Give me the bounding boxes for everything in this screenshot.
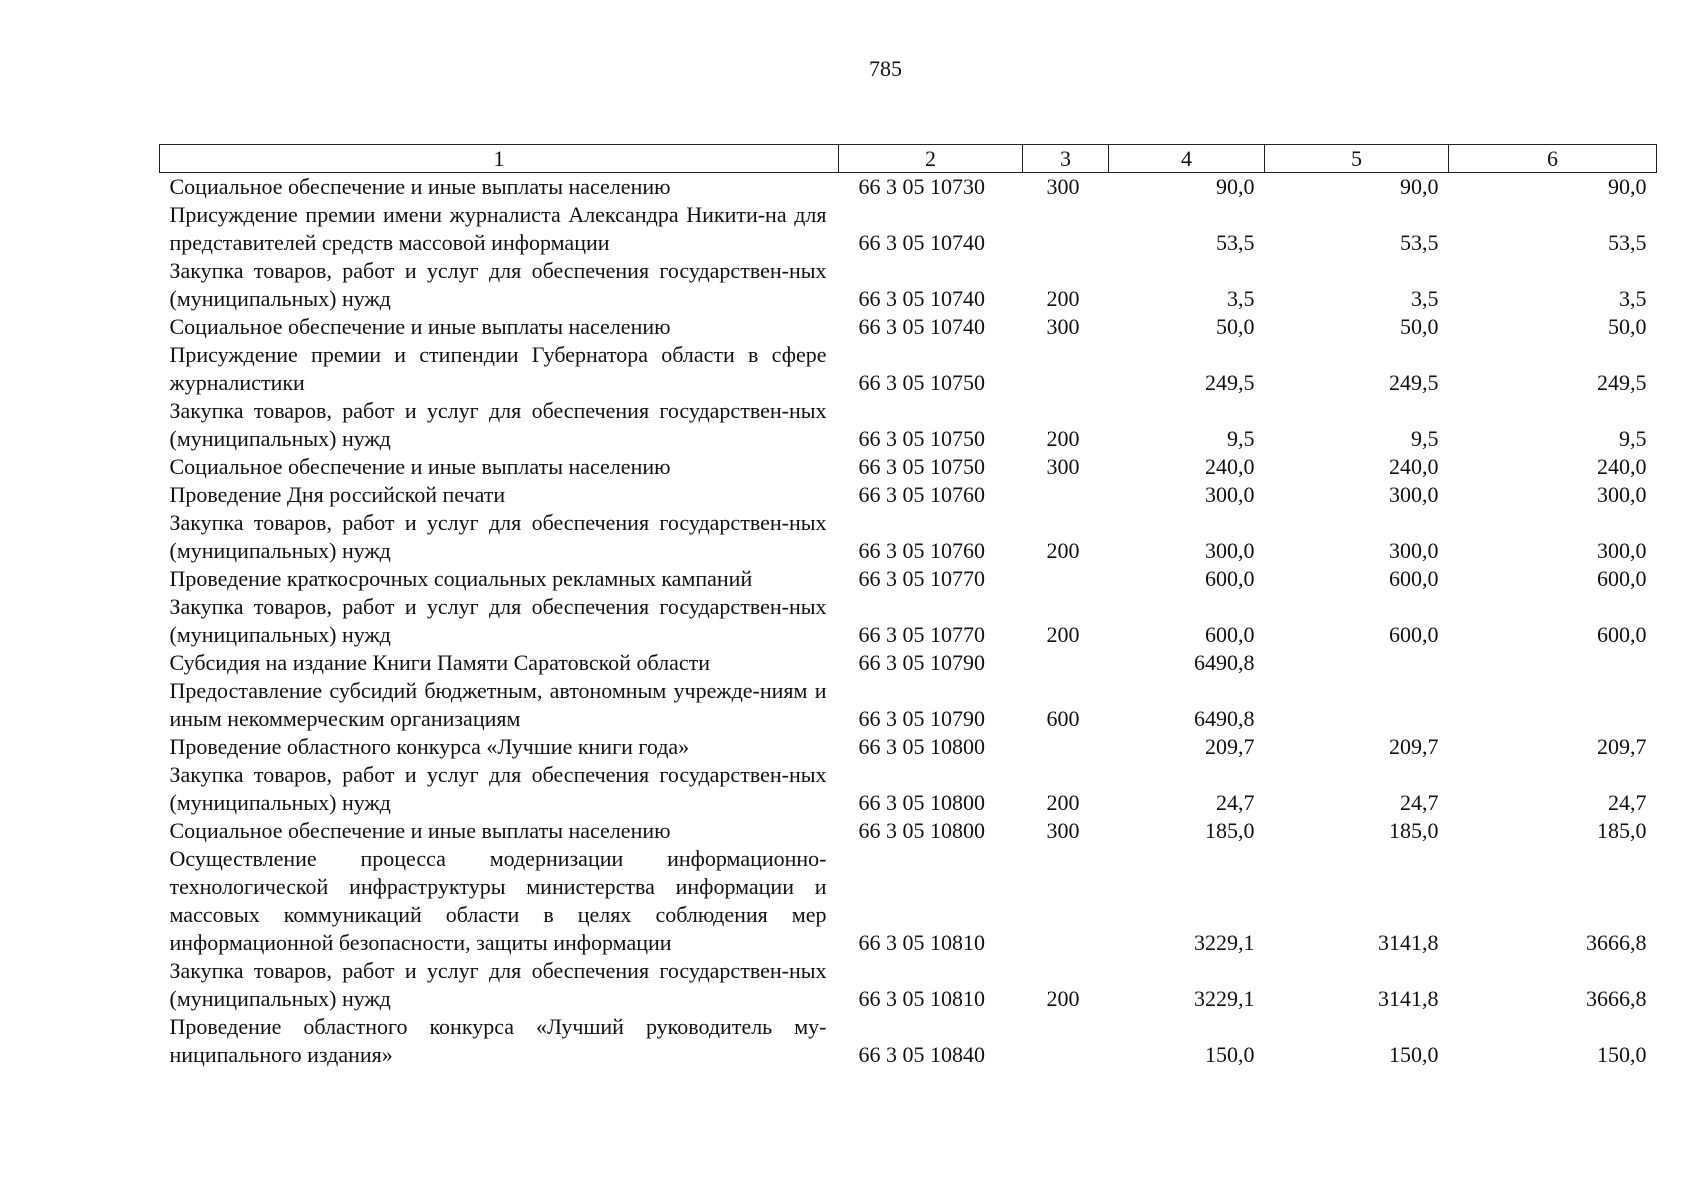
row-amount-col-4: 185,0 xyxy=(1205,818,1255,843)
row-amount-col-4: 53,5 xyxy=(1216,230,1255,255)
row-expense-type xyxy=(1023,341,1109,397)
row-expense-type xyxy=(1023,1013,1109,1069)
row-amount-col-4: 300,0 xyxy=(1205,538,1255,563)
table-body xyxy=(160,173,1657,1070)
row-amount-col-6: 90,0 xyxy=(1608,174,1647,199)
table-row xyxy=(160,957,1657,1013)
row-amount-col-6: 24,7 xyxy=(1608,790,1647,815)
row-expense-type: 200 xyxy=(1046,538,1080,563)
row-amount-col-4: 240,0 xyxy=(1205,454,1255,479)
row-amount-col-6: 150,0 xyxy=(1597,1042,1647,1067)
row-description: Закупка товаров, работ и услуг для обеспечения государствен-ных (муниципальных) нужд xyxy=(169,958,827,1011)
row-amount-col-4: 150,0 xyxy=(1205,1042,1255,1067)
row-amount-col-6: 185,0 xyxy=(1597,818,1647,843)
row-description: Социальное обеспечение и иные выплаты населению xyxy=(169,314,671,339)
row-expense-type xyxy=(1023,733,1109,761)
row-target-code: 66 3 05 10750 xyxy=(858,426,985,451)
table-row xyxy=(160,313,1657,341)
header-col-6: 6 xyxy=(1449,145,1657,173)
row-description: Субсидия на издание Книги Памяти Саратовской области xyxy=(169,650,710,675)
row-target-code: 66 3 05 10790 xyxy=(858,650,985,675)
table-row xyxy=(160,649,1657,677)
header-col-5: 5 xyxy=(1265,145,1449,173)
row-expense-type: 300 xyxy=(1046,454,1080,479)
row-expense-type xyxy=(1023,481,1109,509)
row-expense-type: 200 xyxy=(1046,622,1080,647)
table-row xyxy=(160,509,1657,565)
row-amount-col-6: 300,0 xyxy=(1597,482,1647,507)
row-amount-col-4: 3229,1 xyxy=(1194,930,1255,955)
row-amount-col-5 xyxy=(1265,649,1449,677)
row-amount-col-4: 3,5 xyxy=(1227,286,1255,311)
row-target-code: 66 3 05 10740 xyxy=(858,314,985,339)
row-amount-col-6: 249,5 xyxy=(1597,370,1647,395)
row-amount-col-6: 3,5 xyxy=(1619,286,1647,311)
row-description: Осуществление процесса модернизации информационно-технологической инфраструктуры министерства информации и массовых коммуникаций области в целях соблюдения мер информационной безопасности, защиты информации xyxy=(169,846,827,955)
row-amount-col-6: 600,0 xyxy=(1597,622,1647,647)
row-expense-type xyxy=(1023,845,1109,957)
row-amount-col-5: 3141,8 xyxy=(1378,986,1439,1011)
table-row xyxy=(160,397,1657,453)
row-description: Закупка товаров, работ и услуг для обеспечения государствен-ных (муниципальных) нужд xyxy=(169,510,827,563)
row-description: Социальное обеспечение и иные выплаты населению xyxy=(169,174,671,199)
row-amount-col-5: 3141,8 xyxy=(1378,930,1439,955)
row-expense-type: 200 xyxy=(1046,286,1080,311)
row-amount-col-5: 9,5 xyxy=(1411,426,1439,451)
row-description: Социальное обеспечение и иные выплаты населению xyxy=(169,454,671,479)
table-row xyxy=(160,173,1657,202)
row-amount-col-5: 300,0 xyxy=(1389,482,1439,507)
row-amount-col-6: 600,0 xyxy=(1597,566,1647,591)
row-target-code: 66 3 05 10810 xyxy=(858,986,985,1011)
row-amount-col-5: 150,0 xyxy=(1389,1042,1439,1067)
row-amount-col-6 xyxy=(1449,649,1657,677)
table-header-row xyxy=(160,145,1657,173)
table-row xyxy=(160,593,1657,649)
table-row xyxy=(160,481,1657,509)
row-amount-col-6: 240,0 xyxy=(1597,454,1647,479)
row-target-code: 66 3 05 10740 xyxy=(858,286,985,311)
row-amount-col-5: 249,5 xyxy=(1389,370,1439,395)
row-amount-col-6: 53,5 xyxy=(1608,230,1647,255)
row-amount-col-5: 600,0 xyxy=(1389,622,1439,647)
row-description: Предоставление субсидий бюджетным, автономным учрежде-ниям и иным некоммерческим организациям xyxy=(169,678,827,731)
row-target-code: 66 3 05 10800 xyxy=(858,734,985,759)
row-target-code: 66 3 05 10770 xyxy=(858,566,985,591)
row-target-code: 66 3 05 10750 xyxy=(858,370,985,395)
row-description: Социальное обеспечение и иные выплаты населению xyxy=(169,818,671,843)
header-col-1: 1 xyxy=(160,145,839,173)
row-amount-col-5: 185,0 xyxy=(1389,818,1439,843)
row-target-code: 66 3 05 10810 xyxy=(858,930,985,955)
row-amount-col-5: 600,0 xyxy=(1389,566,1439,591)
table-row xyxy=(160,733,1657,761)
row-amount-col-5: 3,5 xyxy=(1411,286,1439,311)
row-amount-col-6: 300,0 xyxy=(1597,538,1647,563)
row-amount-col-4: 600,0 xyxy=(1205,622,1255,647)
row-expense-type: 300 xyxy=(1046,314,1080,339)
row-amount-col-5: 53,5 xyxy=(1400,230,1439,255)
row-amount-col-4: 3229,1 xyxy=(1194,986,1255,1011)
row-expense-type xyxy=(1023,565,1109,593)
row-amount-col-4: 300,0 xyxy=(1205,482,1255,507)
row-amount-col-6: 209,7 xyxy=(1597,734,1647,759)
row-expense-type xyxy=(1023,649,1109,677)
row-target-code: 66 3 05 10730 xyxy=(858,174,985,199)
row-amount-col-4: 9,5 xyxy=(1227,426,1255,451)
row-amount-col-4: 209,7 xyxy=(1205,734,1255,759)
row-amount-col-4: 50,0 xyxy=(1216,314,1255,339)
header-col-4: 4 xyxy=(1109,145,1265,173)
table-row xyxy=(160,761,1657,817)
row-description: Проведение Дня российской печати xyxy=(169,482,506,507)
row-target-code: 66 3 05 10800 xyxy=(858,818,985,843)
row-amount-col-5: 24,7 xyxy=(1400,790,1439,815)
row-description: Присуждение премии и стипендии Губернатора области в сфере журналистики xyxy=(169,342,827,395)
row-description: Закупка товаров, работ и услуг для обеспечения государствен-ных (муниципальных) нужд xyxy=(169,594,827,647)
table-row xyxy=(160,453,1657,481)
row-amount-col-4: 6490,8 xyxy=(1194,706,1255,731)
row-description: Проведение областного конкурса «Лучший руководитель му-ниципального издания» xyxy=(169,1014,827,1067)
row-description: Закупка товаров, работ и услуг для обеспечения государствен-ных (муниципальных) нужд xyxy=(169,398,827,451)
row-target-code: 66 3 05 10750 xyxy=(858,454,985,479)
row-amount-col-5: 90,0 xyxy=(1400,174,1439,199)
row-amount-col-6: 3666,8 xyxy=(1586,930,1647,955)
row-target-code: 66 3 05 10760 xyxy=(858,482,985,507)
row-amount-col-4: 249,5 xyxy=(1205,370,1255,395)
row-description: Проведение краткосрочных социальных рекламных кампаний xyxy=(169,566,753,591)
budget-table xyxy=(159,144,1657,1069)
row-target-code: 66 3 05 10800 xyxy=(858,790,985,815)
row-description: Закупка товаров, работ и услуг для обеспечения государствен-ных (муниципальных) нужд xyxy=(169,762,827,815)
row-expense-type: 300 xyxy=(1046,818,1080,843)
table-row xyxy=(160,1013,1657,1069)
row-description: Присуждение премии имени журналиста Александра Никити-на для представителей средств массовой информации xyxy=(169,202,827,255)
row-amount-col-5 xyxy=(1265,677,1449,733)
row-amount-col-6: 3666,8 xyxy=(1586,986,1647,1011)
table-row xyxy=(160,565,1657,593)
page-number: 785 xyxy=(869,56,902,81)
row-amount-col-5: 209,7 xyxy=(1389,734,1439,759)
row-amount-col-4: 6490,8 xyxy=(1194,650,1255,675)
row-target-code: 66 3 05 10740 xyxy=(858,230,985,255)
row-expense-type: 200 xyxy=(1046,986,1080,1011)
row-expense-type xyxy=(1023,201,1109,257)
row-amount-col-5: 50,0 xyxy=(1400,314,1439,339)
row-amount-col-6 xyxy=(1449,677,1657,733)
table-row xyxy=(160,201,1657,257)
header-col-3: 3 xyxy=(1023,145,1109,173)
row-amount-col-6: 9,5 xyxy=(1619,426,1647,451)
table-row xyxy=(160,845,1657,957)
table-row xyxy=(160,341,1657,397)
row-expense-type: 200 xyxy=(1046,426,1080,451)
row-amount-col-4: 24,7 xyxy=(1216,790,1255,815)
table-row xyxy=(160,817,1657,845)
table-header xyxy=(160,145,1657,173)
row-description: Закупка товаров, работ и услуг для обеспечения государствен-ных (муниципальных) нужд xyxy=(169,258,827,311)
row-description: Проведение областного конкурса «Лучшие книги года» xyxy=(169,734,690,759)
row-amount-col-4: 90,0 xyxy=(1216,174,1255,199)
row-target-code: 66 3 05 10770 xyxy=(858,622,985,647)
row-expense-type: 600 xyxy=(1046,706,1080,731)
row-target-code: 66 3 05 10840 xyxy=(858,1042,985,1067)
row-amount-col-4: 600,0 xyxy=(1205,566,1255,591)
row-amount-col-6: 50,0 xyxy=(1608,314,1647,339)
table-row xyxy=(160,257,1657,313)
row-expense-type: 200 xyxy=(1046,790,1080,815)
table-row xyxy=(160,677,1657,733)
header-col-2: 2 xyxy=(839,145,1023,173)
row-expense-type: 300 xyxy=(1046,174,1080,199)
row-amount-col-5: 240,0 xyxy=(1389,454,1439,479)
row-amount-col-5: 300,0 xyxy=(1389,538,1439,563)
row-target-code: 66 3 05 10790 xyxy=(858,706,985,731)
row-target-code: 66 3 05 10760 xyxy=(858,538,985,563)
